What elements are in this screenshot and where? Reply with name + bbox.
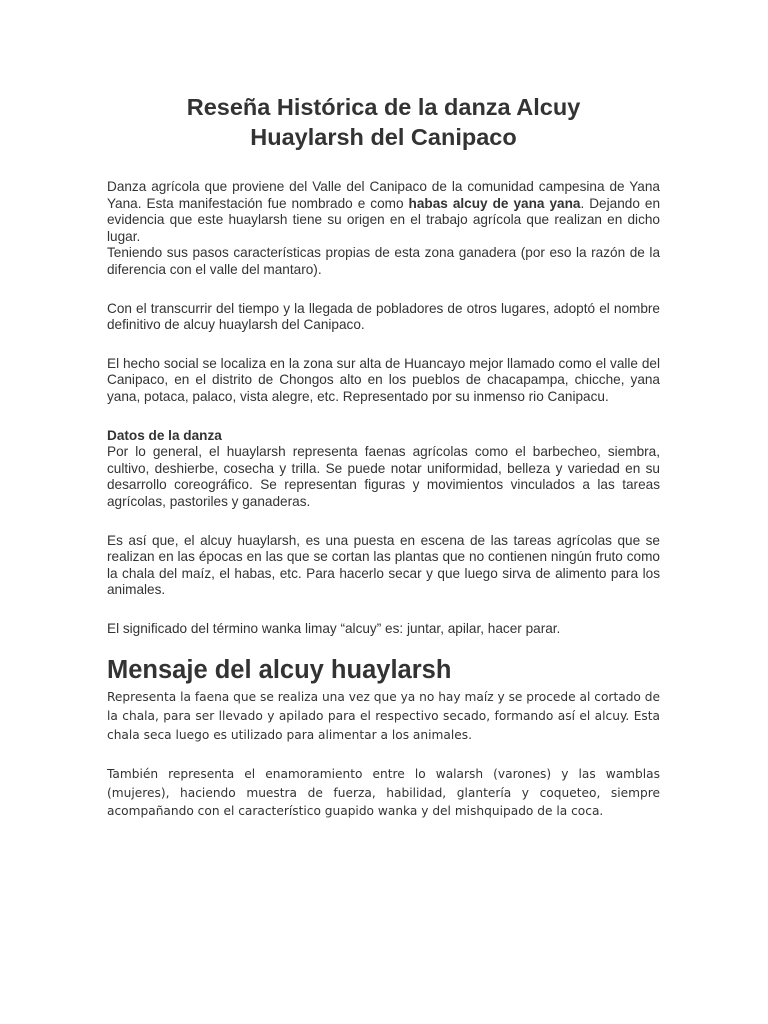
- paragraph-name-origin: Con el transcurrir del tiempo y la llegada de pobladores de otros lugares, adoptó el nombre definitivo de alcuy huaylarsh del Canipaco.: [107, 300, 660, 333]
- section-heading: Mensaje del alcuy huaylarsh: [107, 656, 452, 685]
- paragraph-courtship: También representa el enamoramiento entre lo walarsh (varones) y las wamblas (mujeres), haciendo muestra de fuerza, habilidad, glantería y coqueteo, siempre acompañando con el característico guapido wanka y del mishquipado de la coca.: [107, 767, 660, 819]
- datos-heading: Datos de la danza: [107, 427, 222, 443]
- paragraph-location: El hecho social se localiza en la zona sur alta de Huancayo mejor llamado como el valle del Canipaco, en el distrito de Chongos alto en los pueblos de chacapampa, chicche, yana yana, potaca, palaco, vista alegre, etc. Representado por su inmenso rio Canipacu.: [107, 355, 660, 404]
- intro-line-2: Teniendo sus pasos características propias de esta zona ganadera (por eso la razón de la diferencia con el valle del mantaro).: [107, 245, 660, 277]
- document-title: [107, 92, 660, 152]
- intro-bold-text: habas alcuy de yana yana: [408, 195, 581, 211]
- paragraph-datos: [107, 428, 660, 511]
- paragraph-meaning: El significado del término wanka limay “alcuy” es: juntar, apilar, hacer parar.: [107, 620, 561, 636]
- paragraph-message: Representa la faena que se realiza una vez que ya no hay maíz y se procede al cortado de la chala, para ser llevado y apilado para el respectivo secado, formando así el alcuy. Esta chala seca luego es utilizado para alimentar a los animales.: [107, 690, 660, 742]
- intro-text-a: Danza agrícola que proviene del Valle del Canipaco de la comunidad campesina de Yana Yana. Esta manifestación fue nombrado e como: [107, 179, 660, 211]
- intro-text-b: . Dejando en evidencia que este huaylarsh tiene su origen en el trabajo agrícola que realizan en dicho lugar.: [107, 195, 660, 244]
- paragraph-staging: Es así que, el alcuy huaylarsh, es una puesta en escena de las tareas agrícolas que se realizan en las épocas en las que se cortan las plantas que no contienen ningún fruto como la chala del maíz, el habas, etc. Para hacerlo secar y que luego sirva de alimento para los animales.: [107, 532, 660, 598]
- paragraph-intro: [107, 179, 660, 279]
- title-line-2: Huaylarsh del Canipaco: [250, 124, 517, 150]
- title-line-1: Reseña Histórica de la danza Alcuy: [186, 94, 581, 120]
- datos-text: Por lo general, el huaylarsh representa faenas agrícolas como el barbecheo, siembra, cultivo, deshierbe, cosecha y trilla. Se puede notar uniformidad, belleza y variedad en su desarrollo coreográfico. Se representan figuras y movimientos vinculados a las tareas agrícolas, pastoriles y ganaderas.: [107, 444, 660, 509]
